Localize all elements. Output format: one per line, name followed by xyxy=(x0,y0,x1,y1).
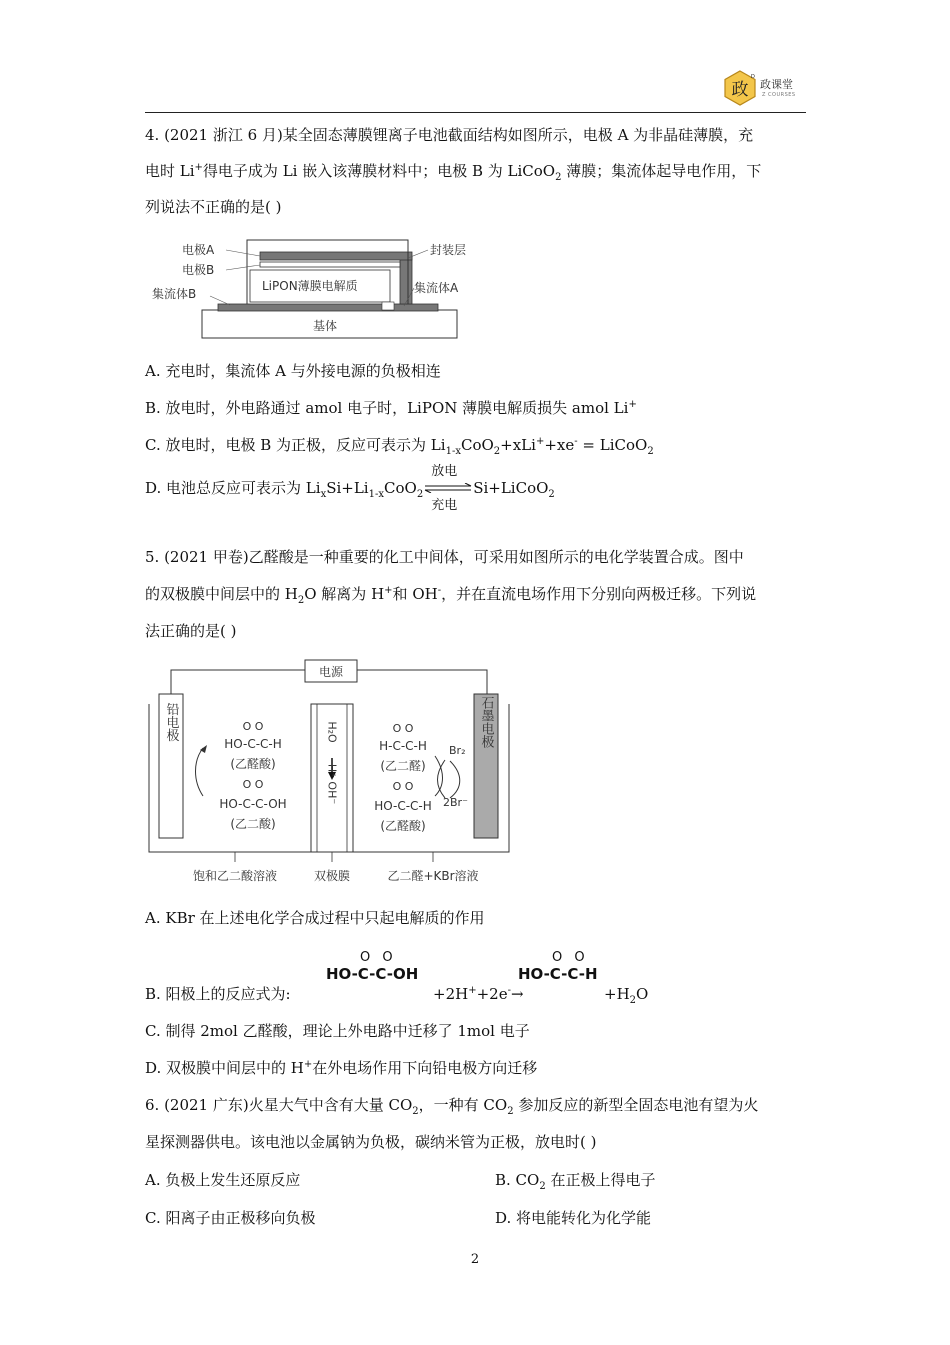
electrode-b-label: 电极B xyxy=(182,263,215,277)
power-label: 电源 xyxy=(318,665,344,679)
substrate-label: 基体 xyxy=(312,319,338,333)
membrane-water-label: H₂O xyxy=(325,721,339,743)
q6-option-a: A. 负极上发生还原反应 xyxy=(145,1171,301,1189)
q6-stem-line2: 星探测器供电。该电池以金属钠为负极，碳纳米管为正极，放电时( ) xyxy=(145,1133,597,1151)
q4-option-a: A. 充电时，集流体 A 与外接电源的负极相连 xyxy=(145,362,441,380)
br-minus-label: 2Br⁻ xyxy=(443,796,468,809)
lead-electrode-label: 铅电极 xyxy=(163,702,179,742)
electrode-b-layer xyxy=(260,262,400,267)
reversible-arrow xyxy=(423,464,473,513)
oxalic-name: (乙二酸) xyxy=(230,817,276,831)
glyoxal-formula: H-C-C-H xyxy=(379,739,427,753)
collector-a-label: 集流体A xyxy=(414,281,459,295)
q5-stem-line1: 5. (2021 甲卷)乙醛酸是一种重要的化工中间体，可采用如图所示的电化学装置合成。图中 xyxy=(145,548,744,566)
logo xyxy=(722,70,812,106)
oxo-2: O O xyxy=(242,778,264,791)
logo-hexagon-icon xyxy=(722,70,758,106)
logo-subtext: Z COURSES xyxy=(762,92,796,98)
oxo-4: O O xyxy=(392,780,414,793)
q5-option-a: A. KBr 在上述电化学合成过程中只起电解质的作用 xyxy=(145,909,485,927)
q4-option-d: D. 电池总反应可表示为 $Li_xSi+Li_{1-x}CoO_2$ 放电 充电 Si+LiCoO$_2$ xyxy=(145,477,555,499)
logo-mark: D xyxy=(751,74,755,80)
collector-a-riser xyxy=(400,256,412,304)
membrane-ions-label: H⁺ OH⁻ xyxy=(325,763,339,805)
page-number: 2 xyxy=(470,1252,480,1267)
q4-stem-line2: 电时 Li+得电子成为 Li 嵌入该薄膜材料中；电极 B 为 LiCoO$_2$ 薄膜；集流体起导电作用，下 xyxy=(145,162,762,183)
electrode-a-layer xyxy=(260,252,412,260)
oxalic-formula: HO-C-C-OH xyxy=(219,797,287,811)
equilibrium-arrow-icon xyxy=(423,483,473,493)
collector-b-layer xyxy=(218,304,438,311)
q5-electrolysis-diagram xyxy=(145,656,515,888)
collector-b-label: 集流体B xyxy=(152,287,197,301)
charge-label: 充电 xyxy=(431,498,458,513)
q5-option-b: B. 阳极上的反应式为: xyxy=(145,985,291,1003)
glyoxylic-left-name: (乙醛酸) xyxy=(230,757,276,771)
q4-option-b: B. 放电时，外电路通过 amol 电子时，LiPON 薄膜电解质损失 amol Li+ xyxy=(145,399,637,417)
oxo-1: O O xyxy=(242,720,264,733)
q6-option-d: D. 将电能转化为化学能 xyxy=(495,1209,652,1227)
q4-battery-diagram xyxy=(150,232,470,344)
electrolyte-label: LiPON薄膜电解质 xyxy=(262,279,358,293)
q4-stem-line1: 4. (2021 浙江 6 月)某全固态薄膜锂离子电池截面结构如图所示，电极 A 为非晶硅薄膜，充 xyxy=(145,126,754,144)
q6-option-c: C. 阳离子由正极移向负极 xyxy=(145,1209,316,1227)
q5-option-c: C. 制得 2mol 乙醛酸，理论上外电路中迁移了 1mol 电子 xyxy=(145,1022,530,1040)
glyoxylic-right-formula: HO-C-C-H xyxy=(374,799,432,813)
br2-label: Br₂ xyxy=(449,744,466,757)
q5-option-d: D. 双极膜中间层中的 H+在外电场作用下向铅电极方向迁移 xyxy=(145,1059,538,1077)
q6-option-b: B. $CO_2$ 在正极上得电子 xyxy=(495,1171,656,1192)
header-rule xyxy=(145,112,806,113)
logo-glyph: 政 xyxy=(731,80,749,100)
q5-b-mid: +2H++2e-→ xyxy=(433,985,524,1003)
logo-text: 政课堂 xyxy=(760,78,793,91)
q4-stem-line3: 列说法不正确的是( ) xyxy=(145,198,282,216)
q6-stem-line1: 6. (2021 广东)火星大气中含有大量 $CO_2$，一种有 $CO_2$ 参加反应的新型全固态电池有望为火 xyxy=(145,1096,759,1117)
oxo-3: O O xyxy=(392,722,414,735)
q4-option-c: C. 放电时，电极 B 为正极，反应可表示为 $Li_{1-x}CoO_2+xLi^++xe^-$ = LiCoO$_2$ xyxy=(145,436,654,457)
q5-stem-line2: 的双极膜中间层中的 $H_2O$ 解离为 H+和 OH-，并在直流电场作用下分别向两极迁移。下列说 xyxy=(145,585,757,606)
glyoxylic-right-name: (乙醛酸) xyxy=(380,819,426,833)
graphite-electrode-label: 石墨电极 xyxy=(478,696,494,748)
q5-b-formula-2: O O HO-C-C-H xyxy=(518,950,598,983)
glyoxal-name: (乙二醛) xyxy=(380,759,426,773)
seal-label: 封装层 xyxy=(430,243,467,257)
q5-stem-line3: 法正确的是( ) xyxy=(145,622,237,640)
membrane-label: 双极膜 xyxy=(313,869,351,883)
left-solution-label: 饱和乙二酸溶液 xyxy=(192,869,278,883)
q5-b-end: $+H_2O$ xyxy=(604,985,649,1006)
right-solution-label: 乙二醛+KBr溶液 xyxy=(387,869,479,883)
discharge-label: 放电 xyxy=(431,464,458,479)
electrode-a-label: 电极A xyxy=(182,243,215,257)
glyoxylic-left-formula: HO-C-C-H xyxy=(224,737,282,751)
q5-b-formula-1: O O HO-C-C-OH xyxy=(326,950,419,983)
